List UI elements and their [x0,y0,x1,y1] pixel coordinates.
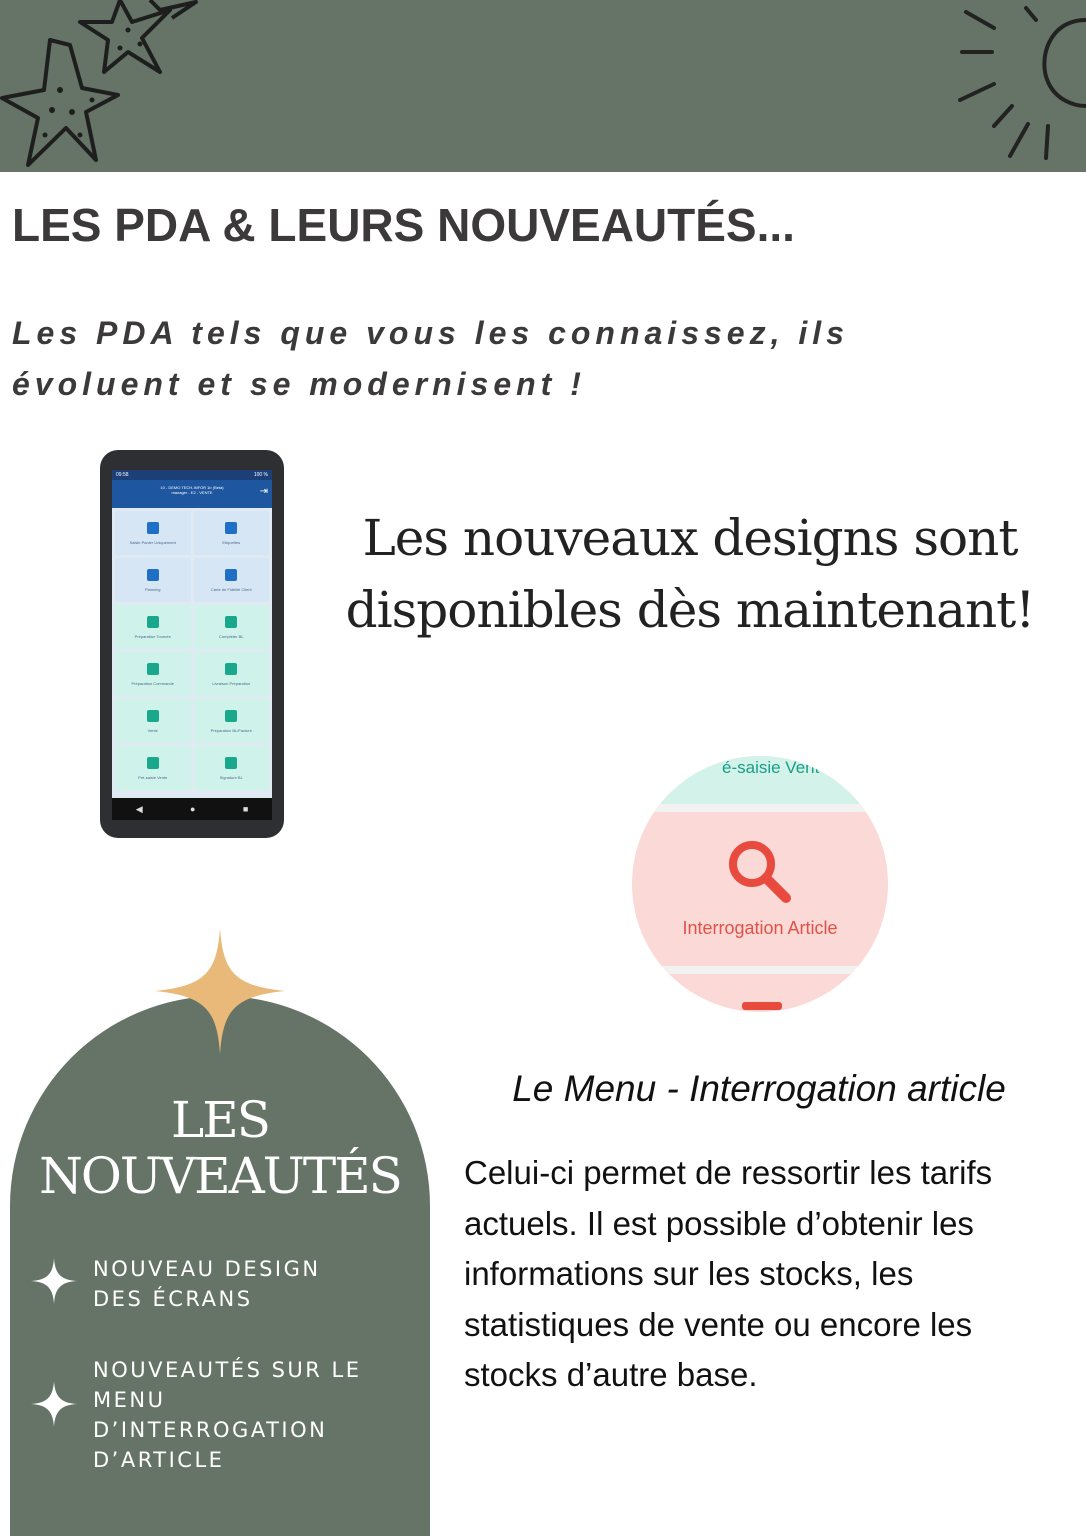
page-title: LES PDA & LEURS NOUVEAUTÉS... [12,199,795,251]
feature-line: NOUVEAU DESIGN [93,1257,321,1281]
tile-label: Préparation Commande [131,680,174,686]
description-line: actuels. Il est possible d’obtenir les [464,1204,974,1242]
nouveautes-title-line: NOUVEAUTÉS [39,1147,401,1205]
tile-label: Préparation BL/Facture [210,727,252,733]
menu-tile [115,511,191,555]
menu-tile [194,699,270,743]
sparkle-icon [31,1258,77,1304]
sparkle-icon [31,1381,77,1427]
tile-label: Compléter BL [219,633,244,639]
sparkle-icon [155,928,285,1054]
box-icon [225,710,237,722]
cart-icon [147,522,159,534]
search-icon [726,838,794,906]
menu-tile [115,558,191,602]
box-icon [147,663,159,675]
subtitle [12,308,952,410]
signature-icon [225,757,237,769]
sun-icon [956,0,1086,172]
logout-icon: ⇥ [259,486,268,497]
zoom-top-label: é-saisie Vent [722,758,820,777]
card-icon [225,569,237,581]
feature-item [93,1355,413,1475]
edit-icon [225,616,237,628]
menu-grid [112,508,272,793]
feature-line: MENU [93,1388,166,1412]
nouveautes-title-line: LES [171,1091,269,1149]
feature-line: D’ARTICLE [93,1448,225,1472]
list-icon [225,522,237,534]
menu-tile [115,746,191,790]
menu-description [464,1148,1064,1401]
tile-label: Livraison Préparation [212,680,251,686]
menu-tile [194,605,270,649]
zoom-top-tile [632,756,888,804]
calendar-icon [147,569,159,581]
recent-icon: ■ [242,804,249,814]
menu-tile [115,699,191,743]
tile-label: Saisie Panier Uniquement [129,539,176,545]
calculator-icon [147,710,159,722]
divider [632,804,888,812]
zoom-label: Interrogation Article [682,918,838,938]
app-header-subtitle: manager - E2 - VENTE [171,490,213,495]
menu-tile [194,511,270,555]
status-battery: 100 % [253,472,268,478]
starfish-icon [0,0,230,172]
header-band [0,0,1086,172]
designs-announcement [340,502,1040,646]
tile-label: Signature BL [219,774,243,780]
menu-tile [194,558,270,602]
tile-label: Carte de Fidélité Client [210,586,252,592]
tile-label: Pré-saisie Vente [138,774,168,780]
divider [632,966,888,974]
designs-line: disponibles dès maintenant! [345,581,1035,639]
menu-tile [115,605,191,649]
tile-label: Etiquettes [222,539,241,545]
status-time: 09:58 [116,472,129,478]
android-nav-bar [112,798,272,820]
feature-line: D’INTERROGATION [93,1418,328,1442]
subtitle-line: évoluent et se modernisent ! [12,366,586,402]
feature-line: NOUVEAUTÉS SUR LE [93,1358,362,1382]
app-header [112,480,272,508]
menu-tile [194,652,270,696]
home-icon: ● [190,804,196,814]
description-line: informations sur les stocks, les [464,1255,914,1292]
designs-line: Les nouveaux designs sont [362,509,1018,567]
back-icon: ◀ [135,803,143,814]
menu-tile [194,746,270,790]
feature-line: DES ÉCRANS [93,1287,253,1311]
feature-item [93,1254,413,1314]
route-icon [147,616,159,628]
tile-label: Vente [147,727,158,733]
menu-caption: Le Menu - Interrogation article [512,1068,1006,1109]
description-line: statistiques de vente ou encore les [464,1305,973,1343]
pda-device-image [100,450,284,838]
next-tile-fragment [742,1002,782,1010]
app-header-title: 10 - DEMO TECH-INFOR 1b (Beta) [160,485,224,490]
menu-tile [115,652,191,696]
description-line: Celui-ci permet de ressortir les tarifs [464,1154,993,1191]
subtitle-line: Les PDA tels que vous les connaissez, ils [12,315,849,351]
status-bar [112,470,272,480]
tile-label: Planning [144,586,161,592]
nouveautes-title [10,1092,430,1204]
truck-icon [225,663,237,675]
zoom-interrogation-article [632,756,888,1012]
register-icon [147,757,159,769]
description-line: stocks d’autre base. [464,1356,758,1393]
tile-label: Préparation Tournée [134,633,171,639]
pda-screen [112,470,272,820]
